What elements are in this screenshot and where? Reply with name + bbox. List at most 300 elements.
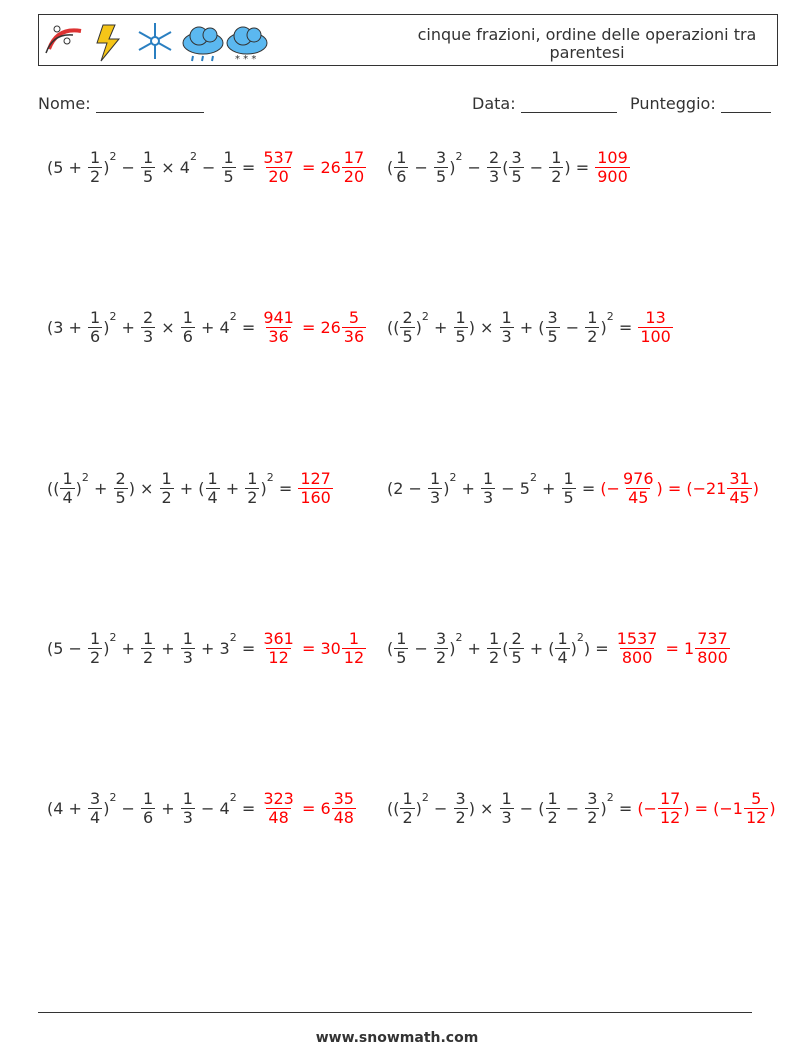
denominator: 2 bbox=[247, 488, 258, 507]
name-field bbox=[38, 94, 204, 113]
expression-text: + ( bbox=[514, 318, 545, 337]
numerator: 1 bbox=[143, 629, 154, 648]
fraction bbox=[621, 470, 656, 507]
expression-text: = bbox=[236, 158, 261, 177]
numerator: 17 bbox=[659, 789, 681, 808]
numerator: 976 bbox=[622, 469, 654, 488]
expression-text: − 4 bbox=[195, 799, 230, 818]
numerator: 537 bbox=[263, 148, 294, 167]
expression-text: = bbox=[576, 479, 601, 498]
problem-8 bbox=[387, 630, 731, 667]
numerator: 109 bbox=[597, 148, 628, 167]
exponent: 2 bbox=[529, 470, 537, 484]
expression-text: (4 + bbox=[47, 799, 87, 818]
fraction bbox=[245, 470, 259, 507]
numerator: 1 bbox=[143, 789, 154, 808]
denominator: 12 bbox=[745, 808, 767, 827]
worksheet-title: cinque frazioni, ordine delle operazioni tra parentesi bbox=[417, 25, 757, 62]
denominator: 5 bbox=[396, 648, 407, 667]
problem-1 bbox=[47, 149, 367, 186]
weather-icons bbox=[43, 19, 273, 63]
exponent: 2 bbox=[189, 149, 197, 163]
fraction bbox=[342, 149, 366, 186]
expression-text: = 6 bbox=[296, 799, 331, 818]
expression-text: ) bbox=[103, 639, 110, 658]
expression-text: ) bbox=[103, 158, 110, 177]
fraction bbox=[141, 309, 155, 346]
expression-text: − bbox=[560, 318, 585, 337]
fraction bbox=[88, 790, 102, 827]
fraction bbox=[394, 630, 408, 667]
numerator: 2 bbox=[143, 308, 154, 327]
denominator: 3 bbox=[501, 327, 512, 346]
expression-text: (( bbox=[47, 479, 60, 498]
expression-text: ) bbox=[769, 799, 776, 818]
denominator: 6 bbox=[143, 808, 154, 827]
numerator: 1 bbox=[557, 629, 568, 648]
numerator: 1 bbox=[483, 469, 494, 488]
expression-text: + bbox=[428, 318, 453, 337]
expression-text: ( bbox=[502, 639, 509, 658]
numerator: 127 bbox=[300, 469, 331, 488]
denominator: 2 bbox=[547, 808, 558, 827]
denominator: 36 bbox=[268, 327, 289, 346]
fraction bbox=[434, 149, 448, 186]
exponent: 2 bbox=[109, 630, 117, 644]
problem-9 bbox=[47, 790, 357, 827]
snow-cloud-icon bbox=[227, 27, 267, 63]
fraction bbox=[434, 630, 448, 667]
problem-5 bbox=[47, 470, 334, 507]
numerator: 3 bbox=[547, 308, 558, 327]
numerator: 3 bbox=[90, 789, 101, 808]
lightning-icon bbox=[97, 25, 119, 61]
denominator: 3 bbox=[182, 648, 193, 667]
fraction bbox=[428, 470, 442, 507]
expression-text: (( bbox=[387, 318, 400, 337]
expression-text: − bbox=[116, 799, 141, 818]
score-label: Punteggio: bbox=[630, 94, 716, 113]
fraction bbox=[487, 149, 501, 186]
expression-text: = bbox=[236, 318, 261, 337]
fraction bbox=[454, 309, 468, 346]
denominator: 2 bbox=[587, 808, 598, 827]
denominator: 4 bbox=[557, 648, 568, 667]
fraction bbox=[658, 790, 682, 827]
fraction bbox=[727, 470, 751, 507]
expression-text: − bbox=[462, 158, 487, 177]
expression-text: ) bbox=[415, 318, 422, 337]
denominator: 45 bbox=[729, 488, 750, 507]
expression-text: ( bbox=[502, 158, 509, 177]
expression-text: = 26 bbox=[296, 318, 341, 337]
denominator: 4 bbox=[207, 488, 218, 507]
expression-text: ) bbox=[443, 479, 450, 498]
date-label: Data: bbox=[472, 94, 516, 113]
denominator: 5 bbox=[223, 167, 234, 186]
denominator: 5 bbox=[563, 488, 574, 507]
fraction bbox=[394, 149, 408, 186]
fraction bbox=[487, 630, 501, 667]
expression-text: × 4 bbox=[156, 158, 190, 177]
expression-text: − bbox=[196, 158, 221, 177]
denominator: 12 bbox=[268, 648, 289, 667]
svg-text:* * *: * * * bbox=[235, 54, 257, 63]
fraction bbox=[88, 630, 102, 667]
denominator: 6 bbox=[182, 327, 193, 346]
fraction bbox=[181, 630, 195, 667]
numerator: 1 bbox=[207, 469, 218, 488]
denominator: 2 bbox=[90, 167, 101, 186]
denominator: 48 bbox=[333, 808, 354, 827]
exponent: 2 bbox=[109, 790, 117, 804]
numerator: 1 bbox=[161, 469, 172, 488]
numerator: 1 bbox=[430, 469, 441, 488]
expression-text: + bbox=[536, 479, 561, 498]
expression-text: = bbox=[236, 639, 261, 658]
numerator: 1 bbox=[402, 789, 413, 808]
denominator: 12 bbox=[659, 808, 681, 827]
expression-text: = bbox=[613, 318, 638, 337]
fraction bbox=[500, 309, 514, 346]
expression-text: + bbox=[462, 639, 487, 658]
exponent: 2 bbox=[266, 470, 274, 484]
fraction bbox=[509, 630, 523, 667]
expression-text: (5 − bbox=[47, 639, 87, 658]
denominator: 5 bbox=[436, 167, 447, 186]
expression-text: ) bbox=[752, 479, 759, 498]
name-line[interactable] bbox=[96, 96, 204, 113]
problem-7 bbox=[47, 630, 367, 667]
denominator: 2 bbox=[402, 808, 413, 827]
numerator: 2 bbox=[511, 629, 522, 648]
fraction bbox=[261, 149, 296, 186]
expression-text: − ( bbox=[514, 799, 545, 818]
fraction bbox=[342, 309, 366, 346]
expression-text: (− bbox=[637, 799, 657, 818]
fraction bbox=[181, 790, 195, 827]
expression-text: ) bbox=[103, 318, 110, 337]
fraction bbox=[141, 630, 155, 667]
exponent: 2 bbox=[576, 630, 584, 644]
denominator: 20 bbox=[268, 167, 289, 186]
expression-text: − bbox=[116, 158, 141, 177]
denominator: 5 bbox=[115, 488, 126, 507]
expression-text: ) = bbox=[564, 158, 595, 177]
denominator: 12 bbox=[343, 648, 365, 667]
denominator: 3 bbox=[501, 808, 512, 827]
numerator: 1 bbox=[563, 469, 574, 488]
numerator: 2 bbox=[489, 148, 500, 167]
fraction bbox=[141, 790, 155, 827]
fraction bbox=[546, 309, 560, 346]
denominator: 45 bbox=[628, 488, 649, 507]
numerator: 13 bbox=[645, 308, 666, 327]
expression-text: ) bbox=[415, 799, 422, 818]
fraction bbox=[481, 470, 495, 507]
fraction bbox=[744, 790, 768, 827]
fraction bbox=[454, 790, 468, 827]
problem-3 bbox=[47, 309, 367, 346]
rain-cloud-icon bbox=[183, 27, 223, 61]
fraction bbox=[261, 309, 296, 346]
denominator: 800 bbox=[697, 648, 728, 667]
numerator: 1 bbox=[455, 308, 466, 327]
numerator: 5 bbox=[348, 308, 360, 327]
expression-text: ) = bbox=[583, 639, 614, 658]
denominator: 2 bbox=[455, 808, 466, 827]
expression-text: = 1 bbox=[660, 639, 695, 658]
numerator: 1537 bbox=[616, 629, 658, 648]
numerator: 35 bbox=[333, 789, 354, 808]
expression-text: − bbox=[524, 158, 549, 177]
exponent: 2 bbox=[109, 149, 117, 163]
denominator: 3 bbox=[430, 488, 441, 507]
numerator: 1 bbox=[501, 789, 512, 808]
expression-text: + bbox=[116, 639, 141, 658]
numerator: 3 bbox=[436, 629, 447, 648]
denominator: 2 bbox=[551, 167, 562, 186]
fraction bbox=[595, 149, 630, 186]
numerator: 1 bbox=[551, 148, 562, 167]
footer-divider bbox=[38, 1012, 752, 1013]
denominator: 2 bbox=[436, 648, 447, 667]
expression-text: ) bbox=[600, 318, 607, 337]
expression-text: ) bbox=[449, 158, 456, 177]
footer-site: www.snowmath.com bbox=[315, 1030, 479, 1046]
fraction bbox=[88, 309, 102, 346]
fraction bbox=[695, 630, 730, 667]
fraction bbox=[555, 630, 569, 667]
numerator: 2 bbox=[402, 308, 413, 327]
fraction bbox=[114, 470, 128, 507]
denominator: 48 bbox=[268, 808, 289, 827]
numerator: 361 bbox=[263, 629, 294, 648]
fraction bbox=[400, 309, 414, 346]
denominator: 5 bbox=[455, 327, 466, 346]
exponent: 2 bbox=[109, 309, 117, 323]
expression-text: − 5 bbox=[496, 479, 530, 498]
problem-4 bbox=[387, 309, 674, 346]
exponent: 2 bbox=[449, 470, 457, 484]
numerator: 2 bbox=[115, 469, 126, 488]
numerator: 1 bbox=[90, 308, 101, 327]
expression-text: = 26 bbox=[296, 158, 341, 177]
expression-text: + bbox=[456, 479, 481, 498]
problem-6 bbox=[387, 470, 759, 507]
denominator: 20 bbox=[343, 167, 365, 186]
score-field bbox=[630, 94, 771, 113]
exponent: 2 bbox=[81, 470, 89, 484]
numerator: 1 bbox=[182, 629, 193, 648]
name-label: Nome: bbox=[38, 94, 91, 113]
fraction bbox=[500, 790, 514, 827]
numerator: 1 bbox=[143, 148, 154, 167]
denominator: 900 bbox=[597, 167, 628, 186]
expression-text: + 4 bbox=[195, 318, 230, 337]
fraction bbox=[549, 149, 563, 186]
expression-text: ) bbox=[75, 479, 82, 498]
fraction bbox=[261, 790, 296, 827]
expression-text: ( bbox=[387, 158, 394, 177]
expression-text: = bbox=[236, 799, 261, 818]
exponent: 2 bbox=[606, 790, 614, 804]
exponent: 2 bbox=[606, 309, 614, 323]
exponent: 2 bbox=[455, 149, 463, 163]
expression-text: + bbox=[156, 639, 180, 658]
fraction bbox=[141, 149, 155, 186]
denominator: 5 bbox=[143, 167, 154, 186]
denominator: 4 bbox=[62, 488, 73, 507]
numerator: 1 bbox=[247, 469, 258, 488]
fraction bbox=[206, 470, 220, 507]
exponent: 2 bbox=[455, 630, 463, 644]
fraction bbox=[88, 149, 102, 186]
wind-icon bbox=[46, 26, 81, 53]
fraction bbox=[546, 790, 560, 827]
fraction bbox=[332, 790, 356, 827]
expression-text: (− bbox=[600, 479, 620, 498]
expression-text: + 3 bbox=[195, 639, 230, 658]
fraction bbox=[60, 470, 74, 507]
numerator: 941 bbox=[263, 308, 294, 327]
denominator: 2 bbox=[489, 648, 500, 667]
denominator: 100 bbox=[640, 327, 671, 346]
fraction bbox=[181, 309, 195, 346]
fraction bbox=[400, 790, 414, 827]
expression-text: − bbox=[560, 799, 585, 818]
numerator: 1 bbox=[90, 629, 101, 648]
numerator: 1 bbox=[348, 629, 360, 648]
denominator: 5 bbox=[547, 327, 558, 346]
fraction bbox=[342, 630, 366, 667]
fraction bbox=[298, 470, 333, 507]
numerator: 1 bbox=[501, 308, 512, 327]
numerator: 17 bbox=[343, 148, 365, 167]
worksheet-header bbox=[38, 14, 778, 66]
numerator: 737 bbox=[697, 629, 728, 648]
denominator: 2 bbox=[90, 648, 101, 667]
denominator: 800 bbox=[621, 648, 653, 667]
numerator: 1 bbox=[396, 629, 407, 648]
numerator: 1 bbox=[396, 148, 407, 167]
denominator: 36 bbox=[343, 327, 365, 346]
numerator: 1 bbox=[489, 629, 500, 648]
fraction bbox=[160, 470, 174, 507]
denominator: 5 bbox=[511, 167, 522, 186]
expression-text: − bbox=[428, 799, 453, 818]
exponent: 2 bbox=[229, 309, 237, 323]
expression-text: + ( bbox=[524, 639, 555, 658]
denominator: 6 bbox=[396, 167, 407, 186]
denominator: 2 bbox=[143, 648, 154, 667]
problem-2 bbox=[387, 149, 631, 186]
numerator: 1 bbox=[587, 308, 598, 327]
denominator: 3 bbox=[483, 488, 494, 507]
denominator: 5 bbox=[511, 648, 522, 667]
snowflake-icon bbox=[139, 23, 171, 59]
denominator: 160 bbox=[300, 488, 331, 507]
exponent: 2 bbox=[421, 790, 429, 804]
expression-text: ) × bbox=[468, 799, 499, 818]
expression-text: + bbox=[88, 479, 113, 498]
fraction bbox=[638, 309, 673, 346]
expression-text: ( bbox=[387, 639, 394, 658]
expression-text: ) × bbox=[468, 318, 499, 337]
score-line[interactable] bbox=[721, 96, 771, 113]
fraction bbox=[509, 149, 523, 186]
fraction bbox=[615, 630, 660, 667]
fraction bbox=[585, 309, 599, 346]
expression-text: = bbox=[613, 799, 638, 818]
numerator: 1 bbox=[62, 469, 73, 488]
numerator: 3 bbox=[436, 148, 447, 167]
denominator: 3 bbox=[143, 327, 154, 346]
fraction bbox=[562, 470, 576, 507]
expression-text: + ( bbox=[174, 479, 205, 498]
expression-text: ) bbox=[260, 479, 267, 498]
exponent: 2 bbox=[421, 309, 429, 323]
exponent: 2 bbox=[229, 630, 237, 644]
expression-text: − bbox=[409, 158, 434, 177]
numerator: 1 bbox=[223, 148, 234, 167]
date-field bbox=[472, 94, 617, 113]
expression-text: + bbox=[220, 479, 245, 498]
denominator: 3 bbox=[489, 167, 500, 186]
numerator: 3 bbox=[511, 148, 522, 167]
expression-text: ) = (−21 bbox=[656, 479, 727, 498]
numerator: 1 bbox=[547, 789, 558, 808]
expression-text: (5 + bbox=[47, 158, 87, 177]
numerator: 3 bbox=[587, 789, 598, 808]
expression-text: + bbox=[116, 318, 141, 337]
denominator: 3 bbox=[182, 808, 193, 827]
expression-text: = 30 bbox=[296, 639, 341, 658]
expression-text: (( bbox=[387, 799, 400, 818]
fraction bbox=[585, 790, 599, 827]
expression-text: ) × bbox=[128, 479, 159, 498]
numerator: 3 bbox=[455, 789, 466, 808]
expression-text: × bbox=[156, 318, 180, 337]
expression-text: ) bbox=[103, 799, 110, 818]
expression-text: + bbox=[156, 799, 180, 818]
denominator: 2 bbox=[161, 488, 172, 507]
problem-10 bbox=[387, 790, 776, 827]
numerator: 323 bbox=[263, 789, 294, 808]
expression-text: ) bbox=[570, 639, 577, 658]
fraction bbox=[222, 149, 236, 186]
expression-text: = bbox=[273, 479, 298, 498]
expression-text: ) bbox=[600, 799, 607, 818]
date-line[interactable] bbox=[521, 96, 617, 113]
denominator: 5 bbox=[402, 327, 413, 346]
numerator: 5 bbox=[751, 789, 762, 808]
expression-text: − bbox=[409, 639, 434, 658]
numerator: 1 bbox=[182, 308, 193, 327]
expression-text: (3 + bbox=[47, 318, 87, 337]
denominator: 4 bbox=[90, 808, 101, 827]
denominator: 6 bbox=[90, 327, 101, 346]
expression-text: (2 − bbox=[387, 479, 427, 498]
expression-text: ) = (−1 bbox=[683, 799, 743, 818]
fraction bbox=[261, 630, 296, 667]
numerator: 31 bbox=[729, 469, 750, 488]
numerator: 1 bbox=[182, 789, 193, 808]
expression-text: ) bbox=[449, 639, 456, 658]
numerator: 1 bbox=[90, 148, 101, 167]
denominator: 2 bbox=[587, 327, 598, 346]
exponent: 2 bbox=[229, 790, 237, 804]
